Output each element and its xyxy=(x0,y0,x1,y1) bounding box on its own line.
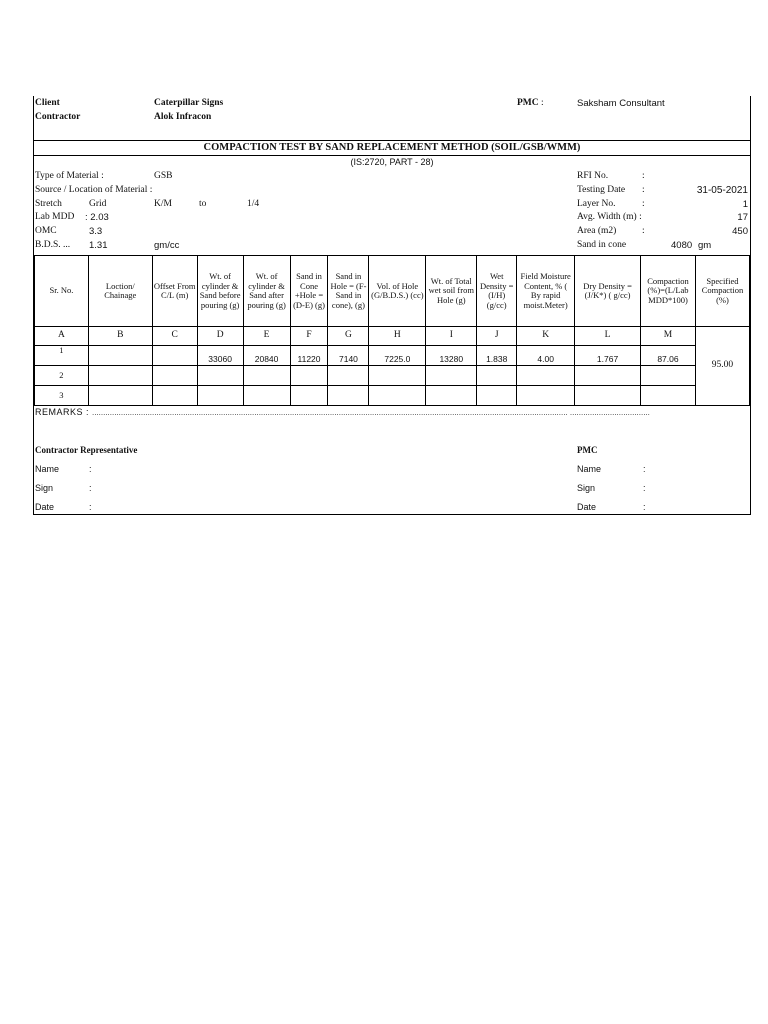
col-header-offset: Offset From C/L (m) xyxy=(152,256,197,327)
standard-reference: (IS:2720, PART - 28) xyxy=(350,157,434,167)
material-label: Type of Material : xyxy=(35,171,104,181)
col-header-sand-cone-hole: Sand in Cone +Hole = (D-E) (g) xyxy=(290,256,328,327)
column-letter-row xyxy=(35,327,750,346)
km-label: K/M xyxy=(154,199,172,209)
wet-soil-cell xyxy=(426,386,477,406)
sand-cone-hole-cell: 11220 xyxy=(290,346,328,366)
contractor-representative-title: Contractor Representative xyxy=(35,445,138,455)
compaction-test-sheet xyxy=(33,96,751,515)
pmc-colon: : xyxy=(541,98,544,108)
col-header-wet-soil: Wt. of Total wet soil from Hole (g) xyxy=(426,256,477,327)
moisture-cell: 4.00 xyxy=(517,346,575,366)
contractor-date-colon: : xyxy=(89,502,92,512)
col-header-wt-before: Wt. of cylinder & Sand before pouring (g) xyxy=(197,256,243,327)
column-letter: G xyxy=(328,327,369,346)
dry-density-cell: 1.767 xyxy=(575,346,641,366)
omc-label: OMC xyxy=(35,226,57,236)
mdd-label: Lab MDD xyxy=(35,212,75,222)
wet-soil-cell: 13280 xyxy=(426,346,477,366)
client-label: Client xyxy=(35,98,60,108)
layer-value: 1 xyxy=(742,199,748,210)
pmc-name-label: Name xyxy=(577,464,602,474)
sand-hole-cell: 7140 xyxy=(328,346,369,366)
col-header-specified: Specified Compaction (%) xyxy=(695,256,749,327)
column-letter: D xyxy=(197,327,243,346)
wet-density-cell: 1.838 xyxy=(477,346,517,366)
wt-after-cell xyxy=(243,366,290,386)
pmc-sign-label: Sign xyxy=(577,483,596,493)
column-letter: F xyxy=(290,327,328,346)
dry-density-cell xyxy=(575,366,641,386)
sr-no-cell: 2 xyxy=(35,366,89,386)
pmc-sign-colon: : xyxy=(643,483,646,493)
dry-density-cell xyxy=(575,386,641,406)
testing-date-label: Testing Date xyxy=(577,185,626,195)
pmc-date-colon: : xyxy=(643,502,646,512)
compaction-cell: 87.06 xyxy=(641,346,696,366)
divider xyxy=(34,155,750,156)
col-header-moisture: Field Moisture Content, % ( By rapid moist.Meter) xyxy=(517,256,575,327)
wt-before-cell xyxy=(197,386,243,406)
col-header-compaction: Compaction (%)=(L/Lab MDD*100) xyxy=(641,256,696,327)
width-label: Avg. Width (m) : xyxy=(577,212,642,222)
col-header-vol-hole: Vol. of Hole (G/B.D.S.) (cc) xyxy=(369,256,426,327)
rfi-colon: : xyxy=(642,171,645,181)
sand-in-cone-label: Sand in cone xyxy=(577,240,627,250)
location-cell xyxy=(88,346,152,366)
compaction-cell xyxy=(641,366,696,386)
testing-date-colon: : xyxy=(642,185,645,195)
column-letter: H xyxy=(369,327,426,346)
vol-hole-cell: 7225.0 xyxy=(369,346,426,366)
pmc-label: PMC xyxy=(517,98,539,108)
vol-hole-cell xyxy=(369,366,426,386)
location-cell xyxy=(88,366,152,386)
wet-density-cell xyxy=(477,386,517,406)
wt-after-cell: 20840 xyxy=(243,346,290,366)
moisture-cell xyxy=(517,386,575,406)
sand-cone-hole-cell xyxy=(290,366,328,386)
area-colon: : xyxy=(642,226,645,236)
contractor-date-label: Date xyxy=(35,502,55,512)
sand-cone-hole-cell xyxy=(290,386,328,406)
source-label: Source / Location of Material : xyxy=(35,185,153,195)
remarks-label: REMARKS : xyxy=(35,407,90,417)
column-letter: E xyxy=(243,327,290,346)
col-header-wet-density: Wet Density = (I/H) (g/cc) xyxy=(477,256,517,327)
wt-before-cell xyxy=(197,366,243,386)
col-header-sr-no: Sr. No. xyxy=(35,256,89,327)
contractor-value: Alok Infracon xyxy=(154,112,212,122)
stretch-value: Grid xyxy=(89,199,107,209)
bds-value: 1.31 xyxy=(89,240,108,251)
sand-hole-cell xyxy=(328,366,369,386)
area-label: Area (m2) xyxy=(577,226,617,236)
column-letter: L xyxy=(575,327,641,346)
width-value: 17 xyxy=(737,212,748,223)
table-row xyxy=(35,366,750,386)
column-letter: B xyxy=(88,327,152,346)
divider xyxy=(34,140,750,141)
client-value: Caterpillar Signs xyxy=(154,98,224,108)
sand-hole-cell xyxy=(328,386,369,406)
bds-label: B.D.S. ... xyxy=(35,240,71,250)
col-header-sand-hole: Sand in Hole = (F-Sand in cone), (g) xyxy=(328,256,369,327)
header-row xyxy=(35,256,750,327)
wet-soil-cell xyxy=(426,366,477,386)
rfi-label: RFI No. xyxy=(577,171,609,181)
column-letter: I xyxy=(426,327,477,346)
column-letter: K xyxy=(517,327,575,346)
layer-colon: : xyxy=(642,199,645,209)
contractor-label: Contractor xyxy=(35,112,81,122)
stretch-label: Stretch xyxy=(35,199,62,209)
moisture-cell xyxy=(517,366,575,386)
area-value: 450 xyxy=(732,226,748,237)
table-row xyxy=(35,346,750,366)
sr-no-cell: 1 xyxy=(35,346,89,366)
location-cell xyxy=(88,386,152,406)
table-row xyxy=(35,386,750,406)
sand-in-cone-unit: gm xyxy=(698,240,712,251)
remarks-dotted-line: ...................................................................................................................................................................................................................... .................................... xyxy=(92,408,650,417)
contractor-sign-label: Sign xyxy=(35,483,54,493)
col-header-dry-density: Dry Density = (J/K*) ( g/cc) xyxy=(575,256,641,327)
to-label: to xyxy=(199,199,207,209)
col-header-location: Loction/ Chainage xyxy=(88,256,152,327)
specified-compaction-value: 95.00 xyxy=(695,327,749,406)
mdd-value: : 2.03 xyxy=(85,212,109,223)
vol-hole-cell xyxy=(369,386,426,406)
column-letter: A xyxy=(35,327,89,346)
wet-density-cell xyxy=(477,366,517,386)
column-letter: C xyxy=(152,327,197,346)
material-value: GSB xyxy=(154,171,173,181)
sr-no-cell: 3 xyxy=(35,386,89,406)
column-letter: J xyxy=(477,327,517,346)
offset-cell xyxy=(152,386,197,406)
column-letter: M xyxy=(641,327,696,346)
offset-cell xyxy=(152,366,197,386)
pmc-date-label: Date xyxy=(577,502,597,512)
sand-in-cone-value: 4080 xyxy=(671,240,693,251)
col-header-wt-after: Wt. of cylinder & Sand after pouring (g) xyxy=(243,256,290,327)
wt-after-cell xyxy=(243,386,290,406)
stretch-to: 1/4 xyxy=(247,199,260,209)
wt-before-cell: 33060 xyxy=(197,346,243,366)
compaction-cell xyxy=(641,386,696,406)
testing-date-value: 31-05-2021 xyxy=(696,185,748,196)
page-title: COMPACTION TEST BY SAND REPLACEMENT METHOD (SOIL/GSB/WMM) xyxy=(203,142,581,153)
bds-unit: gm/cc xyxy=(154,240,180,251)
offset-cell xyxy=(152,346,197,366)
results-table xyxy=(34,255,750,406)
layer-label: Layer No. xyxy=(577,199,616,209)
contractor-sign-colon: : xyxy=(89,483,92,493)
contractor-name-colon: : xyxy=(89,464,92,474)
contractor-name-label: Name xyxy=(35,464,60,474)
pmc-name-colon: : xyxy=(643,464,646,474)
pmc-value: Saksham Consultant xyxy=(577,98,665,109)
omc-value: 3.3 xyxy=(89,226,103,237)
pmc-signoff-title: PMC xyxy=(577,445,598,455)
